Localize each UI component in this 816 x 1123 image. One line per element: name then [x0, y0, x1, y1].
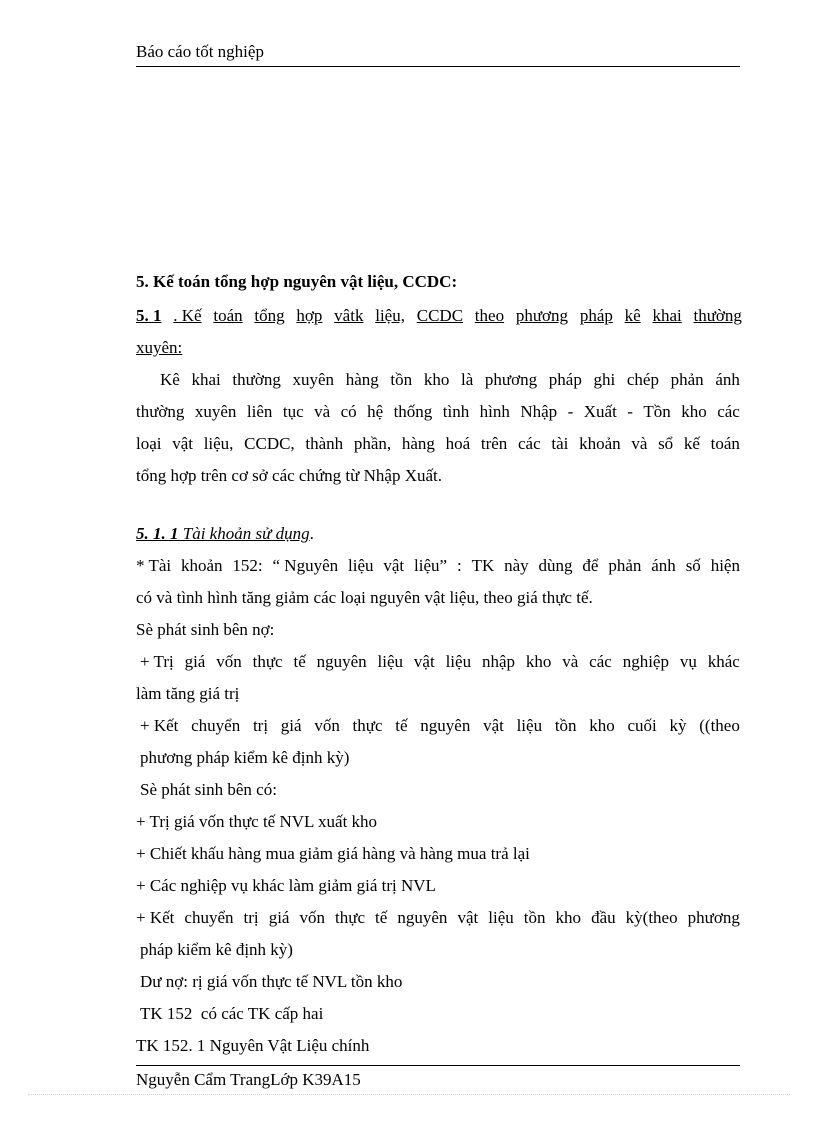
word: phản: [608, 556, 642, 575]
word: dùng: [538, 556, 573, 575]
word: liên: [246, 402, 273, 421]
word: trị: [243, 908, 259, 927]
word: liệu”: [414, 556, 448, 575]
debit1-line1: [136, 652, 740, 672]
word: toán: [213, 306, 243, 325]
word: thực: [352, 716, 383, 735]
page-footer: [136, 1068, 361, 1092]
word: vật: [483, 716, 504, 735]
word: các: [518, 434, 541, 453]
word: hoá: [445, 434, 471, 453]
word: phản: [670, 370, 704, 389]
word: tục: [282, 402, 304, 421]
word: vật: [457, 908, 479, 927]
word: tổng: [254, 306, 285, 325]
credit-item-2: + Chiết khấu hàng mua giảm giá hàng và hàng mua trả lại: [136, 844, 530, 863]
word: thống: [393, 402, 433, 421]
word: xuyên: [194, 402, 237, 421]
word: . Kế: [173, 306, 202, 325]
word: -: [567, 402, 574, 421]
credit4-line1: [136, 908, 740, 928]
word: kho: [589, 716, 615, 735]
word: liệu: [488, 908, 514, 927]
word: phần,: [353, 434, 392, 453]
word: các: [589, 652, 612, 671]
word: sổ: [658, 434, 674, 453]
para1-line3: [136, 434, 740, 454]
credit4-line2: pháp kiểm kê định kỳ): [140, 940, 293, 959]
footer-divider: [136, 1065, 740, 1066]
tk152-line1: [136, 556, 740, 576]
word: thành: [305, 434, 344, 453]
word: xuyên: [292, 370, 335, 389]
word: ghi: [593, 370, 616, 389]
section-heading-5: 5. Kế toán tổng hợp nguyên vật liệu, CCDC:: [136, 272, 458, 291]
word: kế: [683, 434, 700, 453]
credit-item-3: + Các nghiệp vụ khác làm giảm giá trị NVL: [136, 876, 436, 895]
word: vật: [413, 652, 435, 671]
page-header: [136, 40, 740, 67]
word: tế: [293, 652, 306, 671]
word: + Trị: [140, 652, 174, 671]
word: vụ: [679, 652, 697, 671]
word: là: [460, 370, 474, 389]
word: theo: [474, 306, 505, 325]
word: vốn: [299, 908, 325, 927]
word: thường: [693, 306, 742, 325]
word: vâtk: [334, 306, 364, 325]
section-heading-5-1-cont: xuyên:: [136, 338, 183, 357]
sub-account-1: TK 152. 1 Nguyên Vật Liệu chính: [136, 1036, 370, 1055]
tk152-line2: có và tình hình tăng giảm các loại nguyên vật liệu, theo giá thực tế.: [136, 588, 593, 607]
word: cuối: [627, 716, 657, 735]
word: ((theo: [699, 716, 740, 735]
word: hình: [479, 402, 510, 421]
word: nguyên: [316, 652, 367, 671]
word: nguyên: [397, 908, 448, 927]
word: tế: [375, 908, 388, 927]
word: * Tài: [136, 556, 172, 575]
word: :: [456, 556, 462, 575]
word: phương: [687, 908, 740, 927]
word: vốn: [216, 652, 242, 671]
balance-line: Dư nợ: rị giá vốn thực tế NVL tồn kho: [140, 972, 403, 991]
section-number: 5. 1. 1: [136, 524, 179, 543]
word: kê: [624, 306, 641, 325]
section-title-dot: .: [309, 524, 314, 543]
word: pháp: [579, 306, 613, 325]
word: kỳ(theo: [625, 908, 678, 927]
word: loại: [136, 434, 162, 453]
word: giá: [184, 652, 206, 671]
word: hàng: [401, 434, 435, 453]
word: khai: [191, 370, 221, 389]
word: CCDC,: [244, 434, 295, 453]
word: kỳ: [669, 716, 687, 735]
word: và: [562, 652, 579, 671]
word: hiện: [710, 556, 740, 575]
word: Nhập: [520, 402, 558, 421]
word: kho: [423, 370, 450, 389]
word: khoản: [180, 556, 223, 575]
word: Xuất: [583, 402, 617, 421]
section-number: 5. 1: [136, 306, 162, 325]
word: thực: [335, 908, 366, 927]
debit1-line2: làm tăng giá trị: [136, 684, 240, 703]
word: “ Nguyên: [272, 556, 339, 575]
word: TK: [471, 556, 495, 575]
word: hợp: [296, 306, 323, 325]
word: Kê: [160, 370, 180, 389]
word: giá: [280, 716, 302, 735]
word: và: [631, 434, 648, 453]
word: thường: [136, 402, 185, 421]
word: tế: [395, 716, 408, 735]
word: hệ: [367, 402, 384, 421]
word: chuyển: [184, 908, 234, 927]
word: tình: [442, 402, 470, 421]
para1-line2: [136, 402, 740, 422]
footer-text: Nguyễn Cẩm TrangLớp K39A15: [136, 1070, 361, 1089]
word: vật: [172, 434, 193, 453]
word: nhập: [481, 652, 515, 671]
debit-label: Sè phát sinh bên nợ:: [136, 620, 275, 639]
word: liệu: [445, 652, 472, 671]
word: + Kết: [140, 716, 179, 735]
word: số: [685, 556, 701, 575]
para1-line4: tổng hợp trên cơ sở các chứng từ Nhập Xuất.: [136, 466, 442, 485]
word: liệu,: [375, 306, 405, 325]
debit2-line2: phương pháp kiểm kê định kỳ): [140, 748, 350, 767]
word: hàng: [345, 370, 379, 389]
section-title: Tài khoản sử dụng: [178, 524, 310, 543]
word: kho: [555, 908, 582, 927]
word: tài: [551, 434, 569, 453]
word: liệu: [516, 716, 543, 735]
word: liệu,: [203, 434, 234, 453]
header-title: Báo cáo tốt nghiệp: [136, 42, 264, 61]
word: 152:: [232, 556, 263, 575]
section-heading-5-1-1: [136, 524, 314, 544]
word: và: [314, 402, 331, 421]
word: liệu: [377, 652, 404, 671]
word: có: [340, 402, 357, 421]
word: Tồn: [643, 402, 671, 421]
word: trên: [480, 434, 508, 453]
page-bottom-edge: [28, 1094, 790, 1095]
credit-label: Sè phát sinh bên có:: [140, 780, 277, 799]
word: trị: [252, 716, 269, 735]
word: khai: [652, 306, 682, 325]
word: pháp: [548, 370, 582, 389]
word: toán: [710, 434, 740, 453]
word: các: [717, 402, 740, 421]
word: chép: [626, 370, 659, 389]
word: khác: [707, 652, 740, 671]
word: đầu: [591, 908, 616, 927]
word: chuyển: [191, 716, 241, 735]
word: tồn: [554, 716, 577, 735]
word: nguyên: [420, 716, 471, 735]
debit2-line1: [136, 716, 740, 736]
word: thực: [252, 652, 283, 671]
word: ánh: [651, 556, 676, 575]
section-heading-5-1: [136, 306, 742, 326]
word: phương: [484, 370, 538, 389]
word: vật: [383, 556, 405, 575]
word: kho: [681, 402, 707, 421]
word: kho: [525, 652, 552, 671]
word: tồn: [390, 370, 413, 389]
word: nghiệp: [622, 652, 669, 671]
sub-accounts-line: TK 152 có các TK cấp hai: [140, 1004, 324, 1023]
word: ánh: [715, 370, 740, 389]
word: tồn: [523, 908, 546, 927]
word: thường: [232, 370, 281, 389]
word: CCDC: [416, 306, 464, 325]
word: khoản: [579, 434, 621, 453]
para1-line1: [136, 370, 740, 390]
word: này: [504, 556, 529, 575]
credit-item-1: + Trị giá vốn thực tế NVL xuất kho: [136, 812, 378, 831]
word: phương: [515, 306, 569, 325]
word: vốn: [314, 716, 340, 735]
word: giá: [268, 908, 290, 927]
word: để: [582, 556, 599, 575]
word: + Kết: [136, 908, 175, 927]
word: -: [627, 402, 633, 421]
word: liệu: [348, 556, 374, 575]
